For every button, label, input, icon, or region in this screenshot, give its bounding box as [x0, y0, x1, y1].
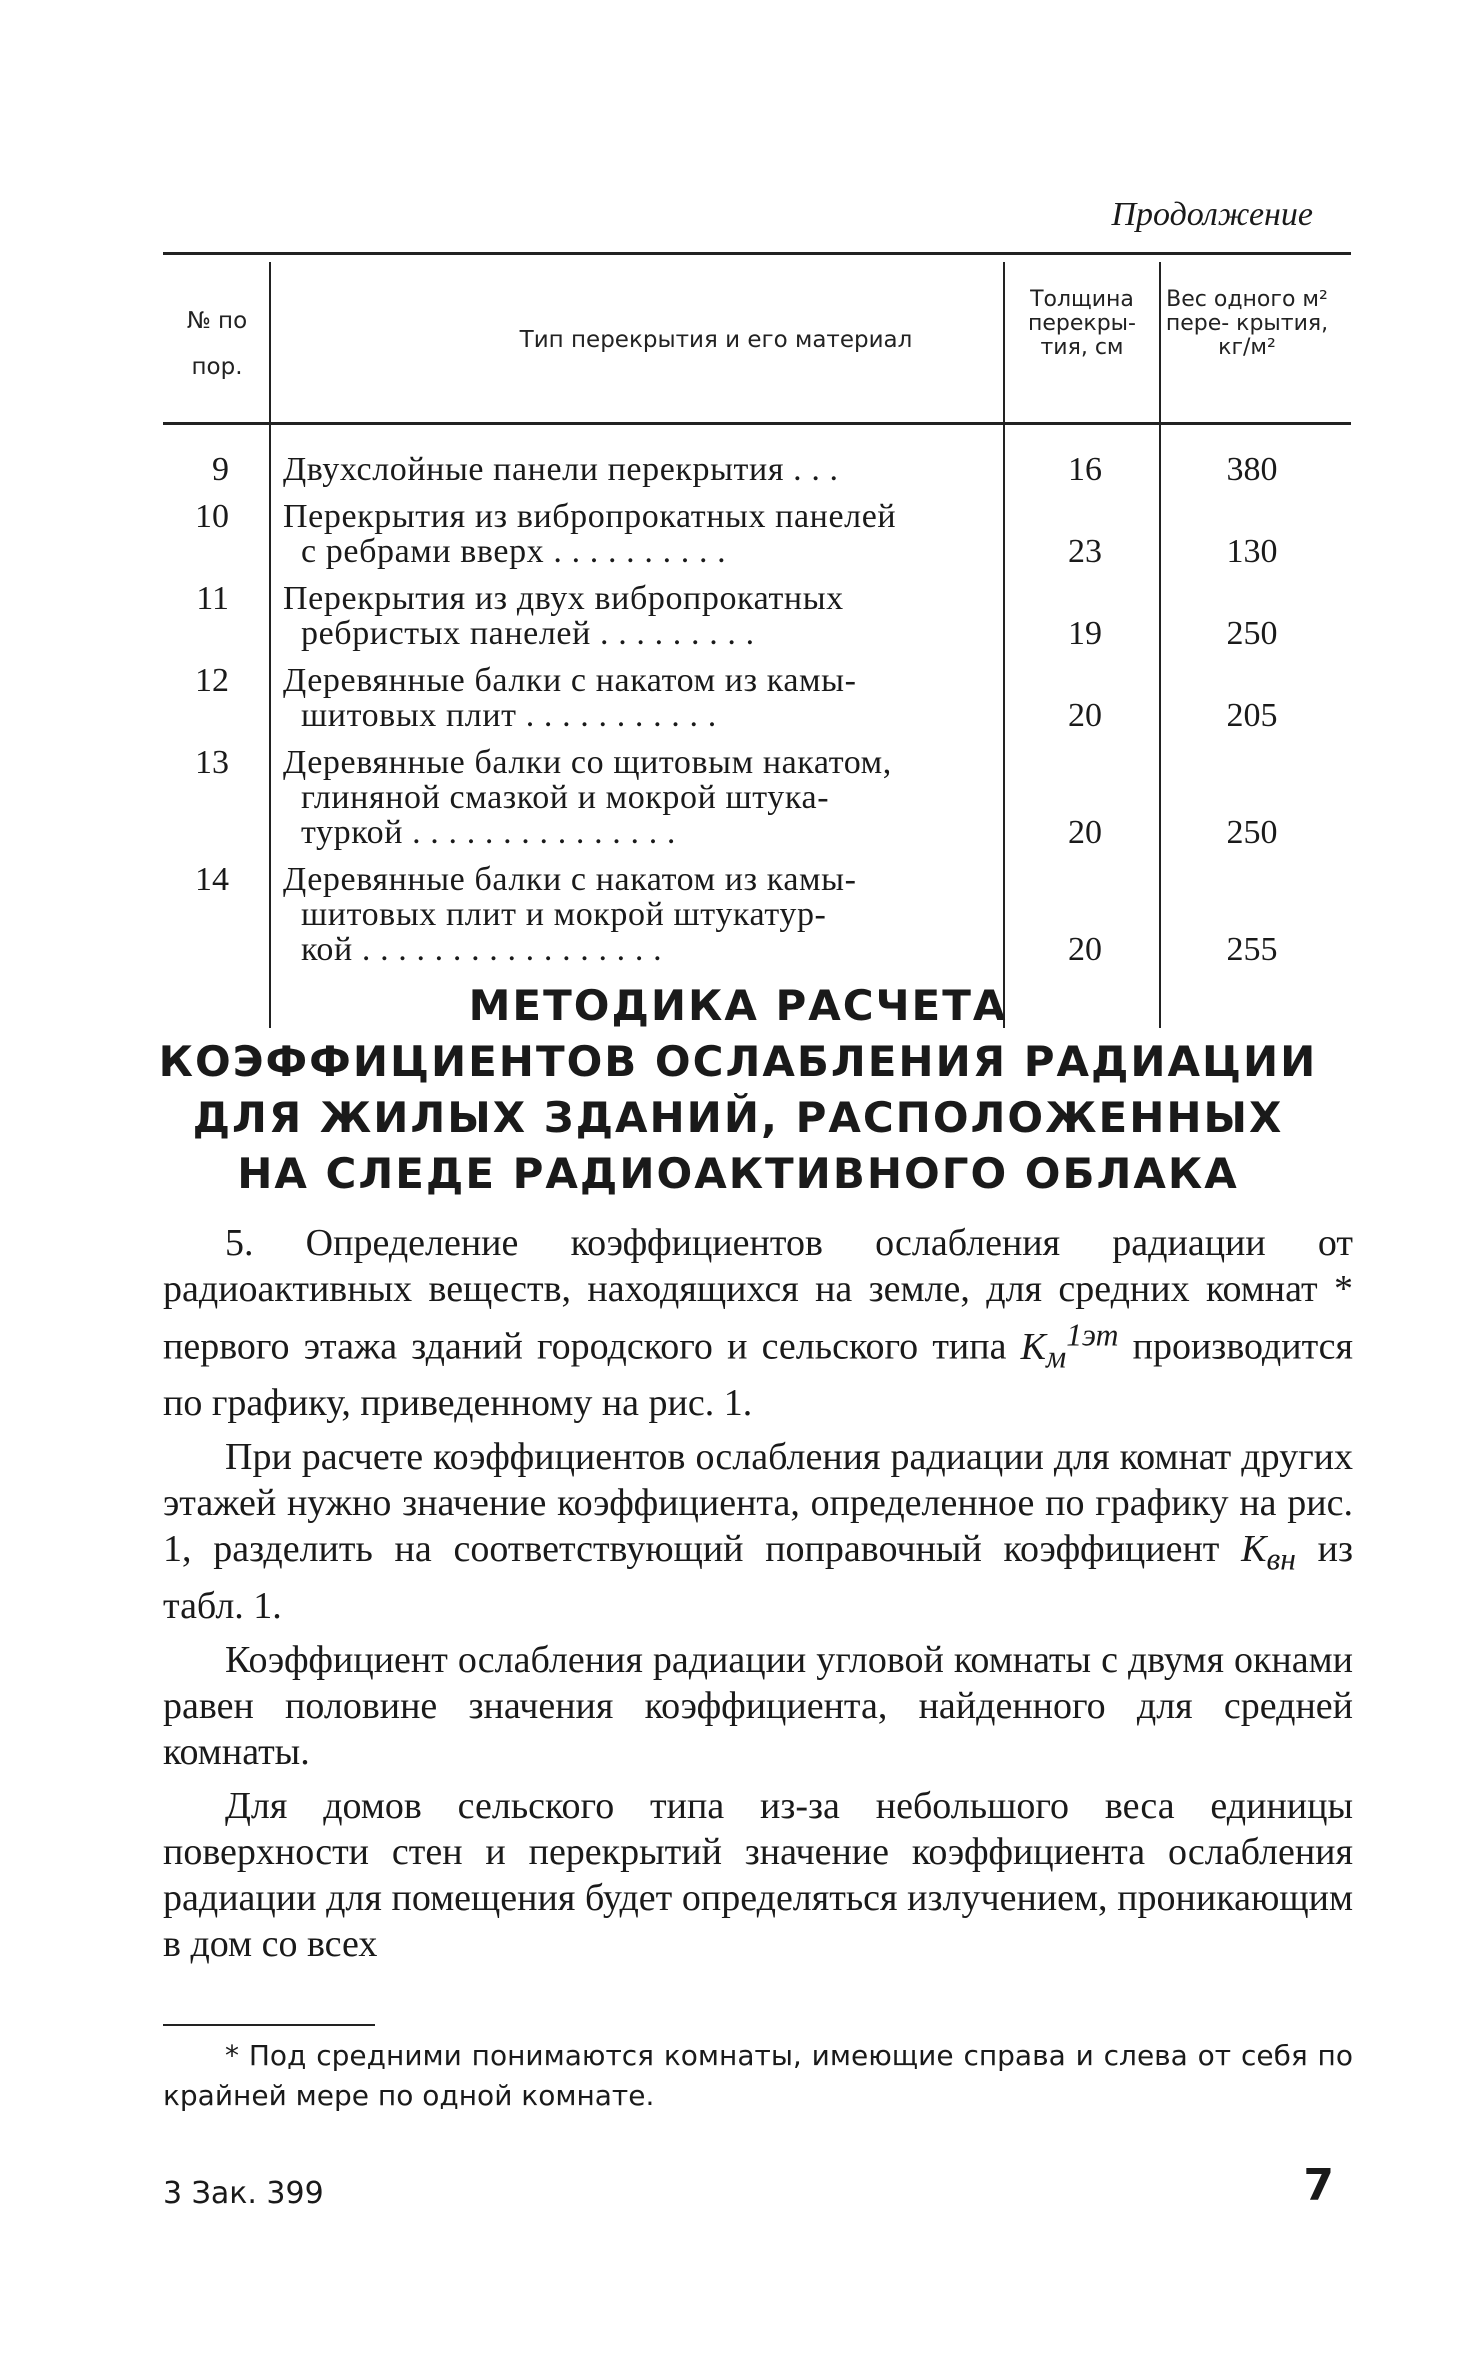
row-number: 13	[195, 744, 229, 781]
row-weight: 250	[1226, 814, 1278, 851]
row-thickness: 20	[1068, 697, 1102, 734]
description-line: шитовых плит . . . . . . . . . . .	[301, 698, 717, 733]
description-line: с ребрами вверх . . . . . . . . . .	[301, 534, 727, 569]
description-line: Перекрытия из вибропрокатных панелей	[283, 499, 897, 534]
footnote-rule	[163, 2024, 375, 2026]
table-row	[163, 862, 1351, 967]
row-thickness: 23	[1068, 533, 1102, 570]
description-line: шитовых плит и мокрой штукатур-	[301, 897, 827, 932]
table-body	[163, 452, 1351, 979]
body-text	[163, 1220, 1353, 1975]
description-line: Деревянные балки со щитовым накатом,	[283, 745, 892, 780]
description-line: кой . . . . . . . . . . . . . . . . .	[301, 932, 663, 967]
table-row	[163, 499, 1351, 569]
description-line: глиняной смазкой и мокрой штука-	[301, 780, 830, 815]
row-thickness: 20	[1068, 931, 1102, 968]
row-number: 14	[195, 861, 229, 898]
paragraph-3: Коэффициент ослабления радиации угловой комнаты с двумя окнами равен половине значения коэффициента, найденного для средней комнаты.	[163, 1638, 1353, 1773]
description-line: Двухслойные панели перекрытия . . .	[283, 452, 839, 487]
row-weight: 205	[1226, 697, 1278, 734]
description-line: Деревянные балки с накатом из камы-	[283, 663, 857, 698]
k-symbol	[1020, 1317, 1119, 1375]
row-thickness: 16	[1068, 451, 1102, 488]
symbol-letter: K	[1020, 1325, 1047, 1368]
table-row	[163, 581, 1351, 651]
heading-line: ДЛЯ ЖИЛЫХ ЗДАНИЙ, РАСПОЛОЖЕННЫХ	[192, 1093, 1284, 1142]
row-description	[283, 663, 1133, 733]
paragraph-text: При расчете коэффициентов ослабления радиации для комнат других этажей нужно значение коэффициента, определенное по графику на рис. 1, разделить на соответствующий поправочный коэффициент	[163, 1436, 1353, 1571]
row-number: 9	[212, 451, 229, 488]
table-row	[163, 745, 1351, 850]
row-description	[283, 581, 1133, 651]
row-description	[283, 499, 1133, 569]
table-row	[163, 663, 1351, 733]
row-description	[283, 452, 1133, 487]
k-symbol	[1241, 1528, 1296, 1577]
table-header-rule	[163, 422, 1351, 425]
header-thickness: Толщина перекры- тия, см	[1028, 287, 1136, 361]
symbol-superscript: 1эт	[1066, 1317, 1119, 1352]
row-weight: 250	[1226, 615, 1278, 652]
heading-line: МЕТОДИКА РАСЧЕТА	[468, 981, 1008, 1030]
row-description	[283, 745, 1133, 850]
row-thickness: 20	[1068, 814, 1102, 851]
table-top-rule	[163, 252, 1351, 255]
paragraph-text: производится по графику, приведенному на рис. 1.	[163, 1325, 1353, 1425]
row-weight: 130	[1226, 533, 1278, 570]
heading-line: НА СЛЕДЕ РАДИОАКТИВНОГО ОБЛАКА	[237, 1149, 1239, 1198]
footnote: * Под средними понимаются комнаты, имеющие справа и слева от себя по крайней мере по одной комнате.	[163, 2039, 1353, 2112]
description-line: Перекрытия из двух вибропрокатных	[283, 581, 844, 616]
symbol-subscript: вн	[1266, 1541, 1296, 1577]
row-thickness: 19	[1068, 615, 1102, 652]
row-number: 12	[195, 662, 229, 699]
row-weight: 380	[1226, 451, 1278, 488]
print-order-note: 3 Зак. 399	[163, 2176, 324, 2211]
row-weight: 255	[1226, 931, 1278, 968]
header-num: № по пор.	[186, 308, 248, 380]
description-line: туркой . . . . . . . . . . . . . . .	[301, 815, 676, 850]
description-line: ребристых панелей . . . . . . . . .	[301, 616, 755, 651]
continuation-label: Продолжение	[1111, 196, 1313, 233]
heading-line: КОЭФФИЦИЕНТОВ ОСЛАБЛЕНИЯ РАДИАЦИИ	[158, 1037, 1318, 1086]
page-number: 7	[1303, 2160, 1334, 2211]
paragraph-1	[163, 1220, 1353, 1426]
table-row	[163, 452, 1351, 487]
row-number: 11	[196, 580, 229, 617]
row-description	[283, 862, 1133, 967]
header-weight: Вес одного м² пере- крытия, кг/м²	[1165, 287, 1329, 361]
header-type: Тип перекрытия и его материал	[519, 327, 913, 353]
paragraph-text: 5. Определение коэффициентов ослабления радиации от радиоактивных веществ, находящихся на земле, для средних комнат * первого этажа зданий городского и сельского типа	[163, 1222, 1353, 1368]
paragraph-4: Для домов сельского типа из-за небольшого веса единицы поверхности стен и перекрытий значение коэффициента ослабления радиации для помещения будет определяться излучением, проникающим в дом со всех	[163, 1784, 1353, 1965]
paragraph-text: из табл. 1.	[163, 1528, 1353, 1627]
paragraph-2	[163, 1434, 1353, 1629]
symbol-subscript: м	[1046, 1339, 1067, 1375]
description-line: Деревянные балки с накатом из камы-	[283, 862, 857, 897]
section-heading	[120, 978, 1356, 1202]
row-number: 10	[195, 498, 229, 535]
symbol-letter: K	[1241, 1528, 1267, 1571]
